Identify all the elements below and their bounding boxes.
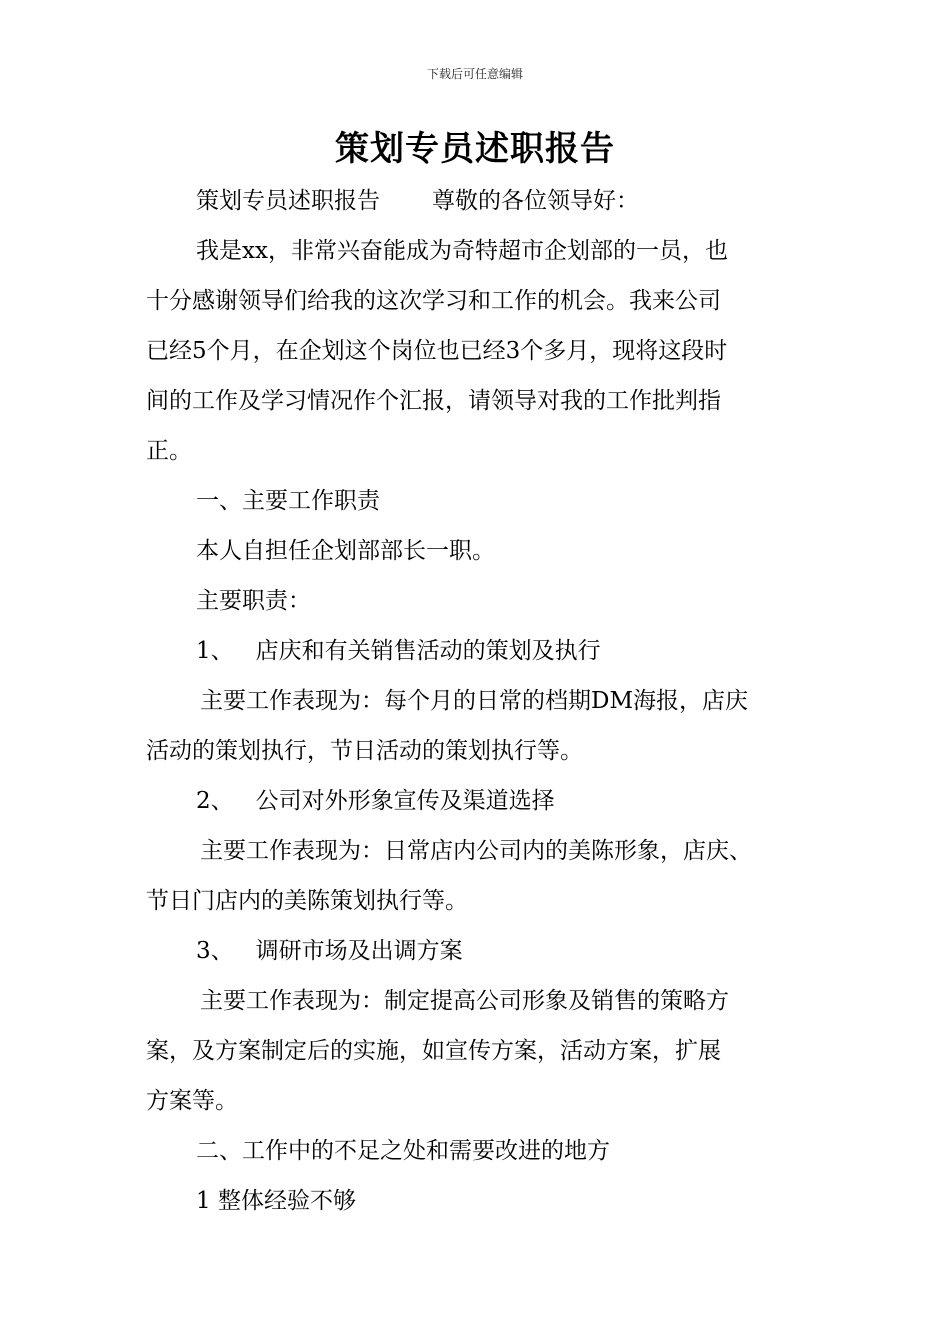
paragraph-line: 间的工作及学习情况作个汇报，请领导对我的工作批判指: [146, 388, 721, 414]
duty-detail-line: 活动的策划执行，节日活动的策划执行等。: [146, 738, 583, 764]
document-title: 策划专员述职报告: [335, 129, 615, 169]
duty-detail-line: 节日门店内的美陈策划执行等。: [146, 888, 468, 914]
duty-detail-line: 主要工作表现为：制定提高公司形象及销售的策略方: [200, 988, 729, 1014]
role-statement: 本人自担任企划部部长一职。: [196, 538, 495, 564]
paragraph-line: 已经5个月，在企划这个岗位也已经3个多月，现将这段时: [146, 338, 728, 364]
section-heading: 一、主要工作职责: [196, 488, 380, 514]
greeting: 尊敬的各位领导好：: [432, 188, 639, 214]
intro-title-repeat: 策划专员述职报告: [196, 188, 380, 214]
paragraph-line: 十分感谢领导们给我的这次学习和工作的机会。我来公司: [146, 288, 721, 314]
document-body: [146, 176, 810, 1226]
subsection-item: 1 整体经验不够: [196, 1188, 356, 1214]
duty-item-title: [146, 776, 810, 826]
duty-item-title: [146, 926, 810, 976]
duty-item-number: 2、: [196, 788, 234, 814]
duty-detail-line: 主要工作表现为：每个月的日常的档期DM海报，店庆: [200, 688, 748, 714]
paragraph-line: 我是xx，非常兴奋能成为奇特超市企划部的一员，也: [196, 238, 728, 264]
duty-item-number: 1、: [196, 638, 234, 664]
section-heading: 二、工作中的不足之处和需要改进的地方: [196, 1138, 610, 1164]
duty-detail-line: 案，及方案制定后的实施，如宣传方案，活动方案，扩展: [146, 1038, 721, 1064]
duty-item-text: 公司对外形象宣传及渠道选择: [255, 788, 555, 814]
duty-item-text: 调研市场及出调方案: [255, 938, 463, 964]
header-note: 下载后可任意编辑: [426, 67, 523, 81]
duty-item-text: 店庆和有关销售活动的策划及执行: [255, 638, 601, 664]
intro-line: [146, 176, 810, 226]
duty-detail-line: 主要工作表现为：日常店内公司内的美陈形象，店庆、: [200, 838, 752, 864]
duty-item-title: [146, 626, 810, 676]
duties-label: 主要职责：: [196, 588, 311, 614]
duty-item-number: 3、: [196, 938, 234, 964]
duty-detail-line: 方案等。: [146, 1088, 238, 1114]
paragraph-line: 正。: [146, 438, 192, 464]
